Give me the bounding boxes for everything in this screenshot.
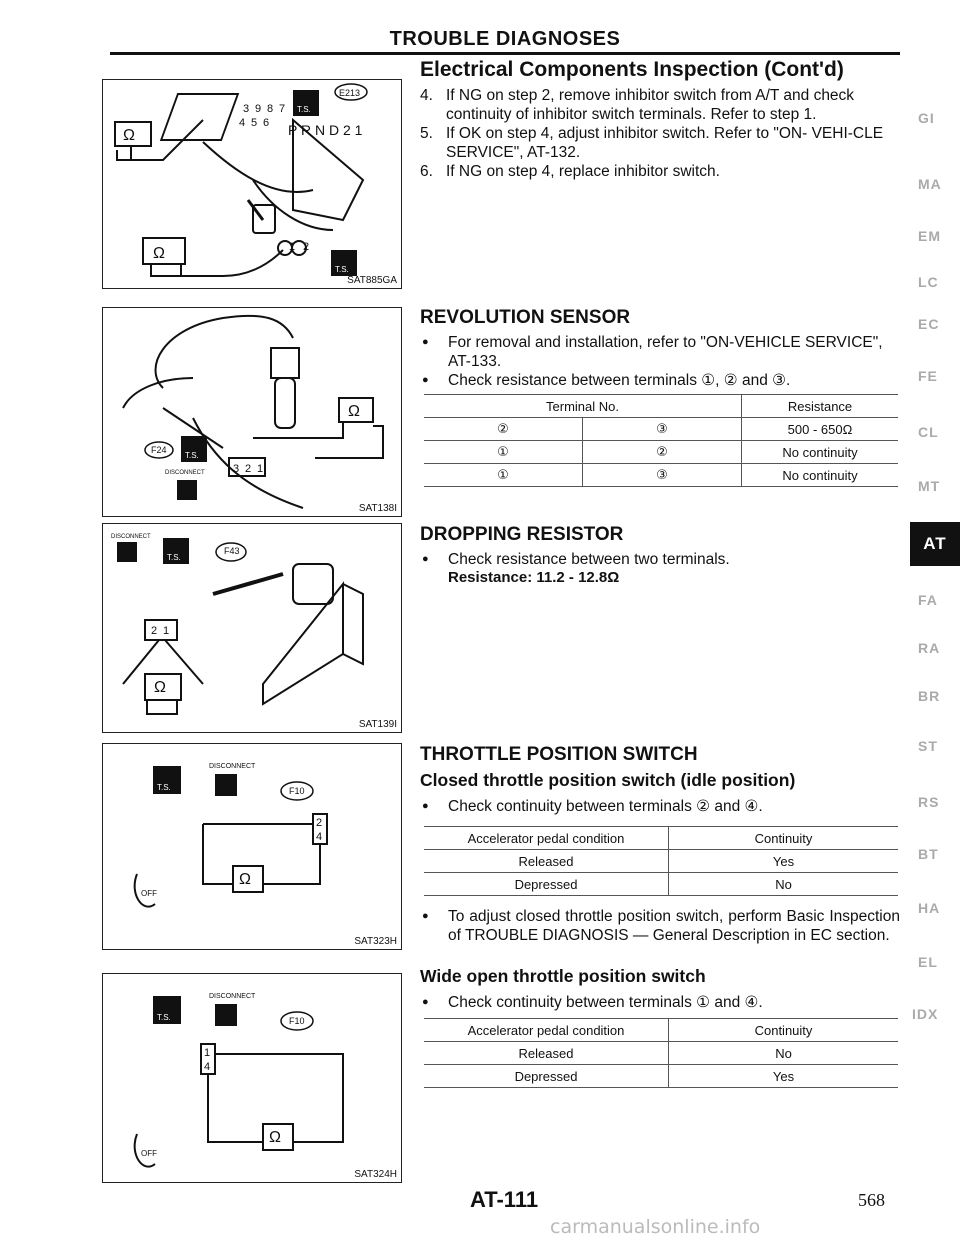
side-tab-fa[interactable]: FA — [918, 592, 938, 608]
pin-label: 2 — [245, 463, 252, 475]
figure-code: SAT139I — [358, 719, 397, 730]
step-item: 6. If NG on step 4, replace inhibitor switch. — [420, 163, 720, 180]
svg-text:T.S.: T.S. — [297, 105, 311, 114]
ohmmeter-symbol: Ω — [269, 1129, 281, 1146]
side-tab-ha[interactable]: HA — [918, 900, 941, 916]
pin-label: 2 — [303, 241, 310, 253]
inhibitor-switch-diagram — [103, 80, 401, 288]
side-tab-mt[interactable]: MT — [918, 478, 941, 494]
side-tab-br[interactable]: BR — [918, 688, 941, 704]
bullet-item: ● Check resistance between terminals ①, ② and ③. — [420, 371, 900, 390]
dropping-resistor-title: DROPPING RESISTOR — [420, 524, 624, 545]
header-rule — [110, 52, 900, 55]
side-tab-ec[interactable]: EC — [918, 316, 940, 332]
gear-positions: P R N D 2 1 — [288, 122, 363, 138]
pin-label: 1 — [163, 625, 170, 637]
side-tab-gi[interactable]: GI — [918, 110, 935, 126]
revolution-sensor-table — [424, 394, 898, 487]
disconnect-label: DISCONNECT — [209, 993, 256, 1000]
table-row: ② ③ 500 - 650Ω — [424, 418, 898, 441]
step-item: 4. If NG on step 2, remove inhibitor switch from A/T and check continuity of inhibitor switch terminals. Refer to step 1. — [420, 87, 855, 123]
pin-label: 4 — [316, 831, 323, 843]
wide-open-throttle-title: Wide open throttle position switch — [420, 966, 706, 986]
pin-label: 1 — [257, 463, 264, 475]
table-row: Depressed No — [424, 873, 898, 896]
closed-throttle-bullet: ● Check continuity between terminals ② and ④. — [420, 797, 900, 816]
pin-label: 4 — [204, 1061, 211, 1073]
pin-label: 9 — [255, 103, 262, 115]
pin-label: 2 — [316, 817, 323, 829]
svg-text:T.S.: T.S. — [335, 265, 349, 274]
side-tab-idx[interactable]: IDX — [912, 1006, 939, 1022]
revolution-sensor-diagram — [103, 308, 401, 516]
table-header: Terminal No. — [424, 395, 742, 418]
closed-throttle-diagram — [103, 744, 401, 949]
table-header: Accelerator pedal condition — [424, 827, 669, 850]
step-item: 5. If OK on step 4, adjust inhibitor switch. Refer to "ON- VEHI-CLE SERVICE", AT-132. — [420, 125, 884, 161]
disconnect-label: DISCONNECT — [111, 534, 151, 540]
throttle-switch-title: THROTTLE POSITION SWITCH — [420, 744, 698, 765]
ohmmeter-symbol: Ω — [154, 679, 166, 696]
table-header: Continuity — [669, 827, 899, 850]
connector-id: F24 — [151, 445, 167, 455]
svg-text:T.S.: T.S. — [167, 553, 181, 562]
wide-open-throttle-bullet: ● Check continuity between terminals ① and ④. — [420, 993, 900, 1012]
table-header: Resistance — [742, 395, 899, 418]
side-tab-at[interactable]: AT — [910, 522, 960, 566]
figure-wide-open-throttle-switch — [102, 973, 402, 1183]
figure-dropping-resistor — [102, 523, 402, 733]
disconnect-label: DISCONNECT — [209, 763, 256, 770]
side-tab-ra[interactable]: RA — [918, 640, 941, 656]
connector-id: F10 — [289, 1016, 305, 1026]
pin-label: 6 — [263, 117, 270, 129]
table-header: Accelerator pedal condition — [424, 1019, 669, 1042]
side-tab-bt[interactable]: BT — [918, 846, 939, 862]
resistance-spec: Resistance: 11.2 - 12.8Ω — [448, 569, 620, 586]
side-tab-em[interactable]: EM — [918, 228, 941, 244]
connector-id: F43 — [224, 546, 240, 556]
closed-throttle-note: ● To adjust closed throttle position switch, perform Basic Inspection of TROUBLE DIAGNOSIS — General Description in EC section. — [420, 907, 900, 945]
table-row: ① ② No continuity — [424, 441, 898, 464]
closed-throttle-table — [424, 826, 898, 896]
pin-label: 1 — [204, 1047, 211, 1059]
table-row: Released No — [424, 1042, 898, 1065]
section-title: Electrical Components Inspection (Cont'd) — [420, 58, 844, 81]
ohmmeter-symbol: Ω — [153, 245, 165, 262]
dropping-resistor-diagram — [103, 524, 401, 732]
disconnect-icon — [215, 774, 237, 796]
figure-code: SAT138I — [358, 503, 397, 514]
table-row: Released Yes — [424, 850, 898, 873]
ohmmeter-symbol: Ω — [348, 403, 360, 420]
pin-label: 1 — [289, 241, 296, 253]
page-number: 568 — [858, 1190, 885, 1210]
table-row: Depressed Yes — [424, 1065, 898, 1088]
disconnect-icon — [177, 480, 197, 500]
figure-code: SAT323H — [354, 936, 397, 947]
disconnect-icon — [117, 542, 137, 562]
svg-text:T.S.: T.S. — [185, 451, 199, 460]
watermark: carmanualsonline.info — [550, 1216, 761, 1238]
page-header: TROUBLE DIAGNOSES — [389, 28, 621, 50]
ohmmeter-symbol: Ω — [239, 871, 251, 888]
ignition-off-label: OFF — [141, 889, 157, 898]
table-header: Continuity — [669, 1019, 899, 1042]
dropping-resistor-body — [420, 550, 900, 586]
pin-label: 3 — [243, 103, 250, 115]
side-tab-fe[interactable]: FE — [918, 368, 938, 384]
bullet-item: ● For removal and installation, refer to "ON-VEHICLE SERVICE", AT-133. — [420, 333, 900, 371]
revolution-sensor-title: REVOLUTION SENSOR — [420, 307, 631, 328]
ohmmeter-symbol: Ω — [123, 127, 135, 144]
figure-revolution-sensor — [102, 307, 402, 517]
bullet-item: ● Check resistance between two terminals. — [420, 550, 900, 569]
figure-code: SAT885GA — [347, 275, 397, 286]
step-list — [420, 86, 910, 181]
connector-id: E213 — [339, 88, 361, 98]
pin-label: 7 — [279, 103, 286, 115]
pin-label: 3 — [233, 463, 240, 475]
side-tab-cl[interactable]: CL — [918, 424, 939, 440]
connector-id: F10 — [289, 786, 305, 796]
figure-code: SAT324H — [354, 1169, 397, 1180]
figure-closed-throttle-switch — [102, 743, 402, 950]
side-tab-ma[interactable]: MA — [918, 176, 942, 192]
side-tab-st[interactable]: ST — [918, 738, 938, 754]
page-code: AT-111 — [470, 1187, 539, 1212]
pin-label: 8 — [267, 103, 274, 115]
pin-label: 4 — [239, 117, 246, 129]
svg-text:T.S.: T.S. — [157, 1013, 171, 1022]
side-tab-rs[interactable]: RS — [918, 794, 940, 810]
ignition-off-label: OFF — [141, 1149, 157, 1158]
wide-open-throttle-diagram — [103, 974, 401, 1182]
disconnect-label: DISCONNECT — [165, 470, 205, 476]
table-row: ① ③ No continuity — [424, 464, 898, 487]
wide-open-throttle-table — [424, 1018, 898, 1088]
pin-label: 2 — [151, 625, 158, 637]
side-tab-el[interactable]: EL — [918, 954, 938, 970]
disconnect-icon — [215, 1004, 237, 1026]
closed-throttle-title: Closed throttle position switch (idle position) — [420, 770, 796, 790]
pin-label: 5 — [251, 117, 258, 129]
side-tab-lc[interactable]: LC — [918, 274, 939, 290]
figure-inhibitor-switch — [102, 79, 402, 289]
svg-text:T.S.: T.S. — [157, 783, 171, 792]
revolution-sensor-bullets — [420, 333, 900, 390]
